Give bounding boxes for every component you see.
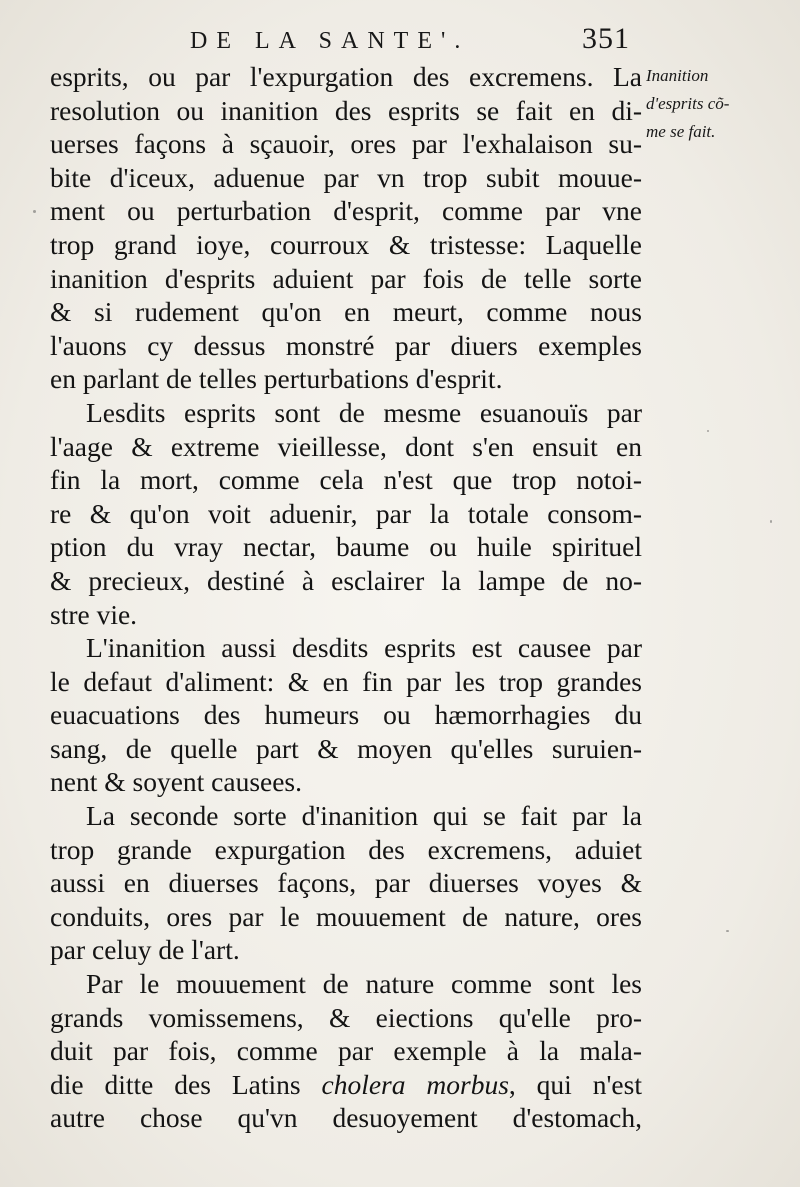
text-line: L'inanition aussi desdits esprits est causee par: [86, 632, 642, 664]
text-line: ption du vray nectar, baume ou huile spirituel: [50, 531, 642, 563]
text-line: grands vomissemens, & eiections qu'elle pro-: [50, 1001, 642, 1033]
text-line: euacuations des humeurs ou hæmorrhagies du: [50, 699, 642, 731]
text-line: stre vie.: [50, 598, 138, 630]
margin-note-line: Inanition: [646, 66, 709, 85]
text-line: autre chose qu'vn desuoyement d'estomach,: [50, 1102, 642, 1134]
text-line: l'aage & extreme vieillesse, dont s'en ensuit en: [50, 430, 642, 462]
text-line: esprits, ou par l'expurgation des excremens. La: [50, 61, 642, 92]
paper-speck: [770, 520, 772, 523]
text-line: sang, de quelle part & moyen qu'elles suruien-: [50, 732, 642, 764]
text-line: uerses façons à sçauoir, ores par l'exhalaison su-: [50, 128, 642, 160]
text-line: trop grand ioye, courroux & tristesse: Laquelle: [50, 228, 642, 260]
margin-note-line: me se fait.: [646, 122, 716, 141]
text-line: die ditte des Latins cholera morbus, qui n'est: [50, 1068, 642, 1100]
text-line: le defaut d'aliment: & en fin par les trop grandes: [50, 665, 642, 697]
text-line: conduits, ores par le mouuement de nature, ores: [50, 900, 642, 932]
latin-term: cholera morbus: [321, 1068, 509, 1100]
margin-note: [646, 62, 786, 146]
text-line: Lesdits esprits sont de mesme esuanouïs par: [86, 396, 642, 428]
page-header: [0, 22, 800, 62]
text-line: aussi en diuerses façons, par diuerses voyes &: [50, 867, 642, 899]
paper-speck: [33, 210, 36, 213]
text-line: Par le mouuement de nature comme sont les: [86, 968, 642, 1000]
text-line: & precieux, destiné à esclairer la lampe de no-: [50, 564, 642, 596]
text-line: l'auons cy dessus monstré par diuers exemples: [50, 329, 642, 361]
text-line: inanition d'esprits aduient par fois de telle sorte: [50, 262, 642, 294]
text-line: trop grande expurgation des excremens, aduiet: [50, 833, 642, 865]
text-line: par celuy de l'art.: [50, 934, 240, 966]
text-line: duit par fois, comme par exemple à la mala-: [50, 1035, 642, 1067]
page-number: 351: [582, 22, 630, 55]
margin-note-line: d'esprits cõ-: [646, 94, 730, 113]
text-line: & si rudement qu'on en meurt, comme nous: [50, 296, 642, 328]
text-line: re & qu'on voit aduenir, par la totale consom-: [50, 497, 642, 529]
text-line: ment ou perturbation d'esprit, comme par vne: [50, 195, 642, 227]
text-line: en parlant de telles perturbations d'esprit.: [50, 363, 503, 395]
paper-speck: [726, 930, 729, 932]
text-line: nent & soyent causees.: [50, 766, 303, 798]
body-text: [50, 60, 642, 1135]
text-line: resolution ou inanition des esprits se fait en di-: [50, 94, 642, 126]
text-line: bite d'iceux, aduenue par vn trop subit mouue-: [50, 161, 642, 193]
text-line: fin la mort, comme cela n'est que trop notoi-: [50, 464, 642, 496]
text-line: La seconde sorte d'inanition qui se fait par la: [86, 800, 642, 832]
paper-speck: [707, 430, 709, 432]
running-head: DE LA SANTE'.: [190, 28, 470, 54]
